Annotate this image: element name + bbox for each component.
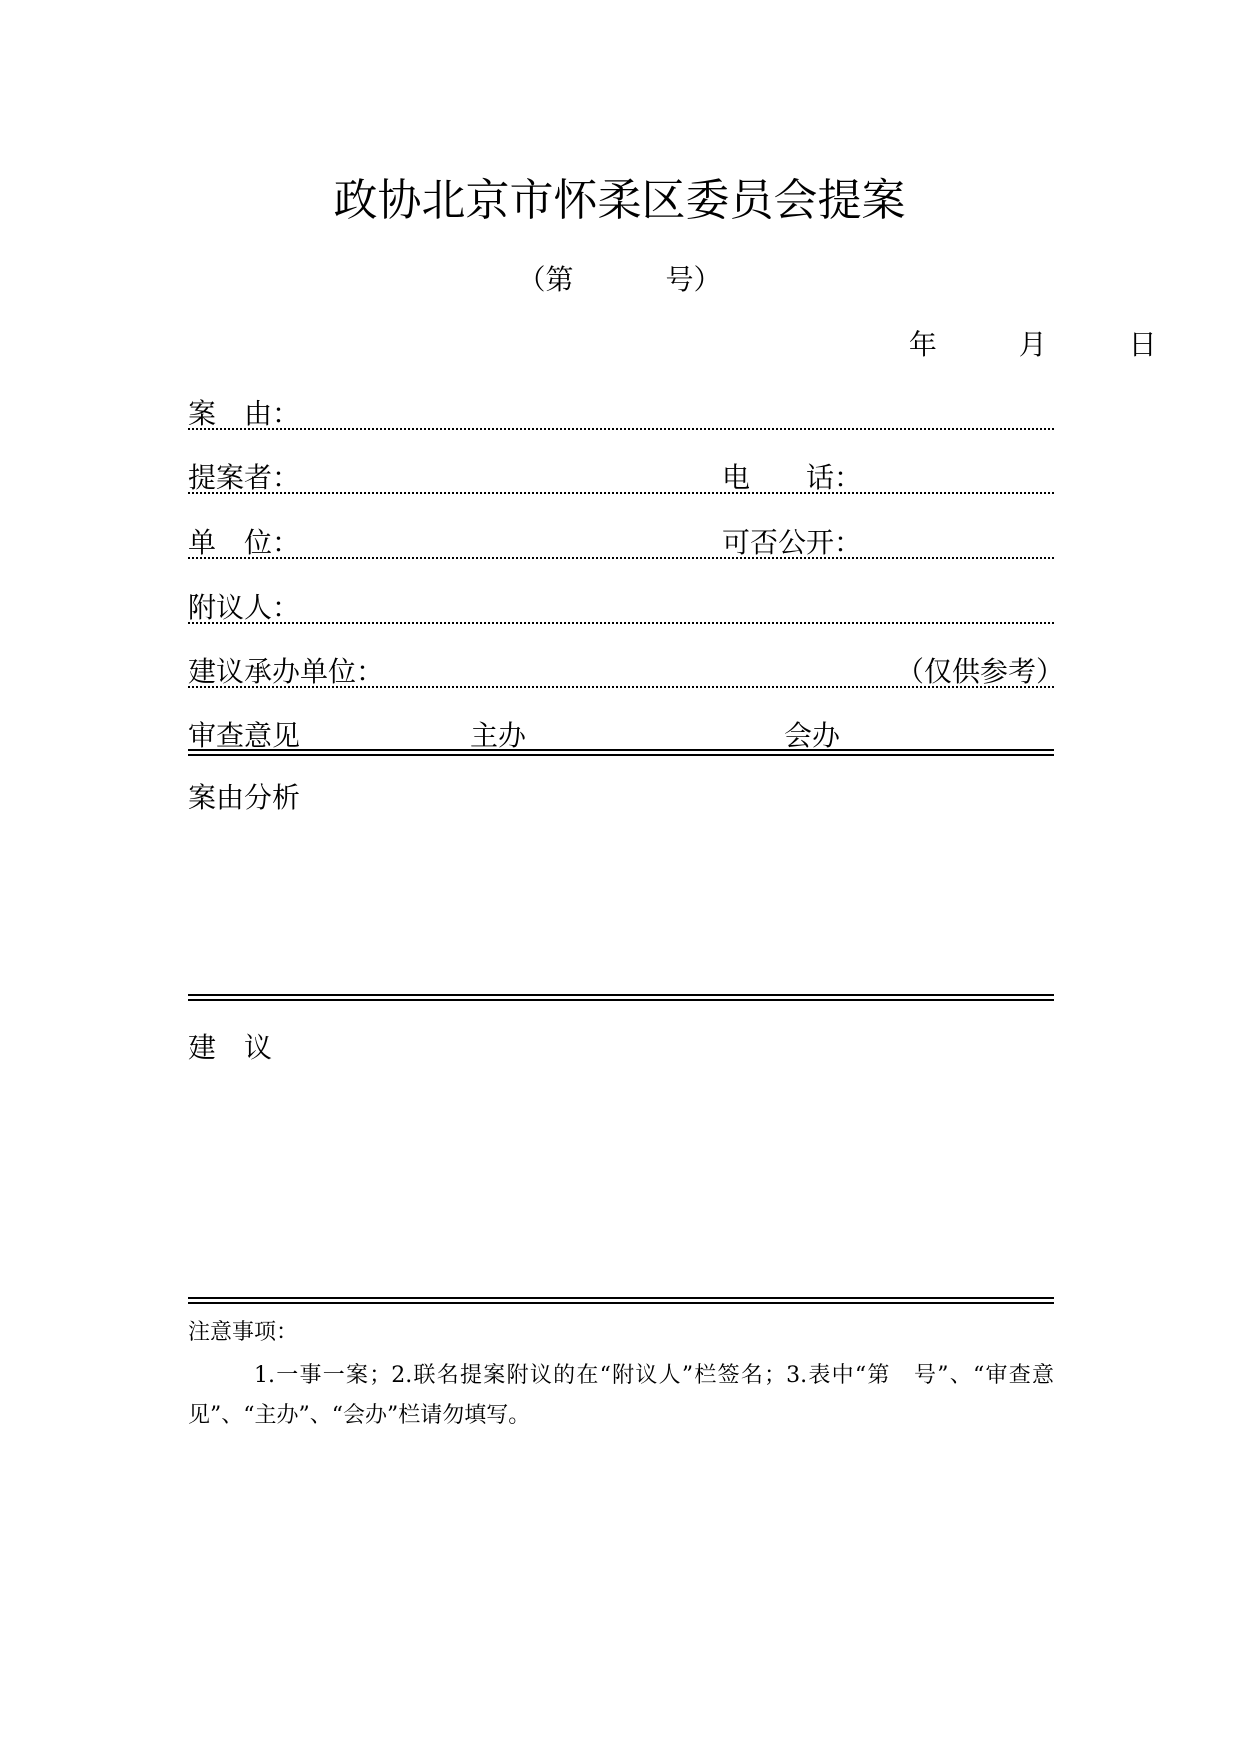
proposer-label: 提案者： [188,461,301,494]
notes-title: 注意事项： [188,1320,299,1345]
cosigners-line [188,622,1054,624]
notes-body: 1.一事一案；2.联名提案附议的在“附议人”栏签名；3.表中“第 号”、“审查意见”、“主办”、“会办”栏请勿填写。 [188,1363,1054,1428]
suggestion-bottom-line [188,1297,1054,1304]
unit-label: 单 位： [188,526,301,559]
date-line [836,327,1157,363]
date-year-label: 年 [908,328,937,361]
proposer-line [188,492,1054,494]
lead-label: 主办 [470,719,527,752]
analysis-bottom-line [188,994,1054,1001]
reference-only-label: （仅供参考） [896,655,1065,688]
assist-label: 会办 [784,719,841,752]
unit-line [188,557,1054,559]
date-month-label: 月 [1018,328,1047,361]
analysis-heading: 案由分析 [188,781,301,814]
proposal-number-line [0,262,1239,298]
public-label: 可否公开： [722,526,863,559]
number-close-label: 号） [665,263,722,296]
suggested-unit-line [188,686,1054,688]
suggested-unit-label: 建议承办单位： [188,655,385,688]
case-reason-label: 案 由： [188,397,301,430]
cosigners-label: 附议人： [188,591,301,624]
review-opinion-label: 审查意见 [188,719,301,752]
date-day-label: 日 [1128,328,1157,361]
suggestion-heading: 建 议 [188,1031,273,1064]
review-opinion-line [188,749,1054,756]
form-title: 政协北京市怀柔区委员会提案 [333,175,906,226]
case-reason-line [188,428,1054,430]
number-open-label: （第 [517,263,574,296]
phone-label: 电 话： [722,461,863,494]
